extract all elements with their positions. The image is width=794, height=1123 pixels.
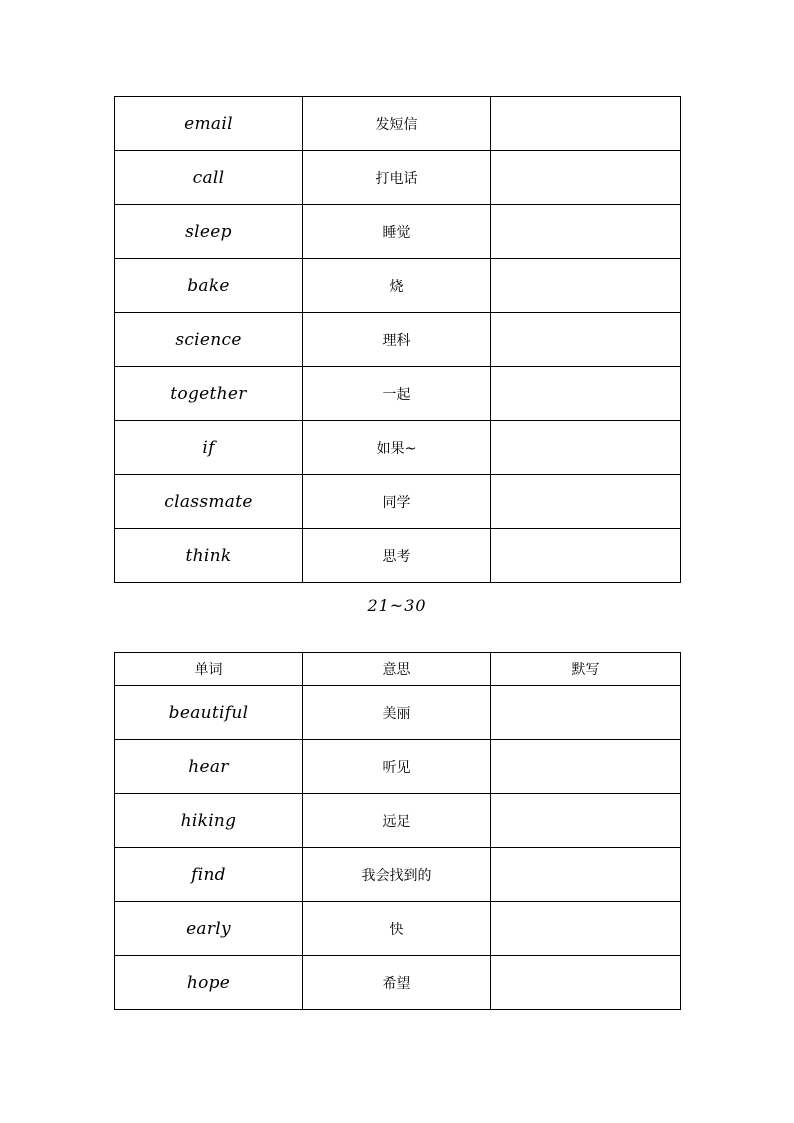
meaning-cell: 打电话	[303, 151, 491, 205]
table-row	[115, 794, 681, 848]
header-word: 单词	[115, 653, 303, 686]
header-meaning: 意思	[303, 653, 491, 686]
word-cell: classmate	[115, 475, 303, 529]
word-cell: hope	[115, 956, 303, 1010]
meaning-cell: 理科	[303, 313, 491, 367]
word-cell: together	[115, 367, 303, 421]
word-cell: beautiful	[115, 686, 303, 740]
table-row	[115, 97, 681, 151]
meaning-cell: 远足	[303, 794, 491, 848]
dictation-cell	[491, 794, 681, 848]
dictation-cell	[491, 421, 681, 475]
table-row	[115, 475, 681, 529]
dictation-cell	[491, 205, 681, 259]
meaning-cell: 美丽	[303, 686, 491, 740]
meaning-cell: 发短信	[303, 97, 491, 151]
dictation-cell	[491, 97, 681, 151]
header-dictation: 默写	[491, 653, 681, 686]
word-cell: early	[115, 902, 303, 956]
table-row	[115, 313, 681, 367]
table-row	[115, 529, 681, 583]
word-cell: bake	[115, 259, 303, 313]
meaning-cell: 听见	[303, 740, 491, 794]
dictation-cell	[491, 686, 681, 740]
table-row	[115, 740, 681, 794]
word-cell: if	[115, 421, 303, 475]
word-cell: email	[115, 97, 303, 151]
dictation-cell	[491, 848, 681, 902]
vocab-table-2	[114, 652, 681, 1010]
word-cell: find	[115, 848, 303, 902]
meaning-cell: 烧	[303, 259, 491, 313]
word-cell: hiking	[115, 794, 303, 848]
table-row	[115, 956, 681, 1010]
table-row	[115, 205, 681, 259]
meaning-cell: 睡觉	[303, 205, 491, 259]
word-cell: think	[115, 529, 303, 583]
dictation-cell	[491, 151, 681, 205]
dictation-cell	[491, 529, 681, 583]
meaning-cell: 如果~	[303, 421, 491, 475]
word-cell: call	[115, 151, 303, 205]
table-row	[115, 259, 681, 313]
table-row	[115, 686, 681, 740]
table-row	[115, 151, 681, 205]
meaning-cell: 思考	[303, 529, 491, 583]
vocab-table-1	[114, 96, 681, 583]
section-range-heading: 21~30	[367, 596, 427, 615]
meaning-cell: 快	[303, 902, 491, 956]
word-cell: science	[115, 313, 303, 367]
table-header-row	[115, 653, 681, 686]
table-row	[115, 421, 681, 475]
word-cell: hear	[115, 740, 303, 794]
dictation-cell	[491, 740, 681, 794]
meaning-cell: 我会找到的	[303, 848, 491, 902]
dictation-cell	[491, 902, 681, 956]
dictation-cell	[491, 259, 681, 313]
meaning-cell: 同学	[303, 475, 491, 529]
table-row	[115, 902, 681, 956]
meaning-cell: 一起	[303, 367, 491, 421]
meaning-cell: 希望	[303, 956, 491, 1010]
word-cell: sleep	[115, 205, 303, 259]
table-row	[115, 367, 681, 421]
dictation-cell	[491, 956, 681, 1010]
table-row	[115, 848, 681, 902]
dictation-cell	[491, 313, 681, 367]
dictation-cell	[491, 367, 681, 421]
dictation-cell	[491, 475, 681, 529]
